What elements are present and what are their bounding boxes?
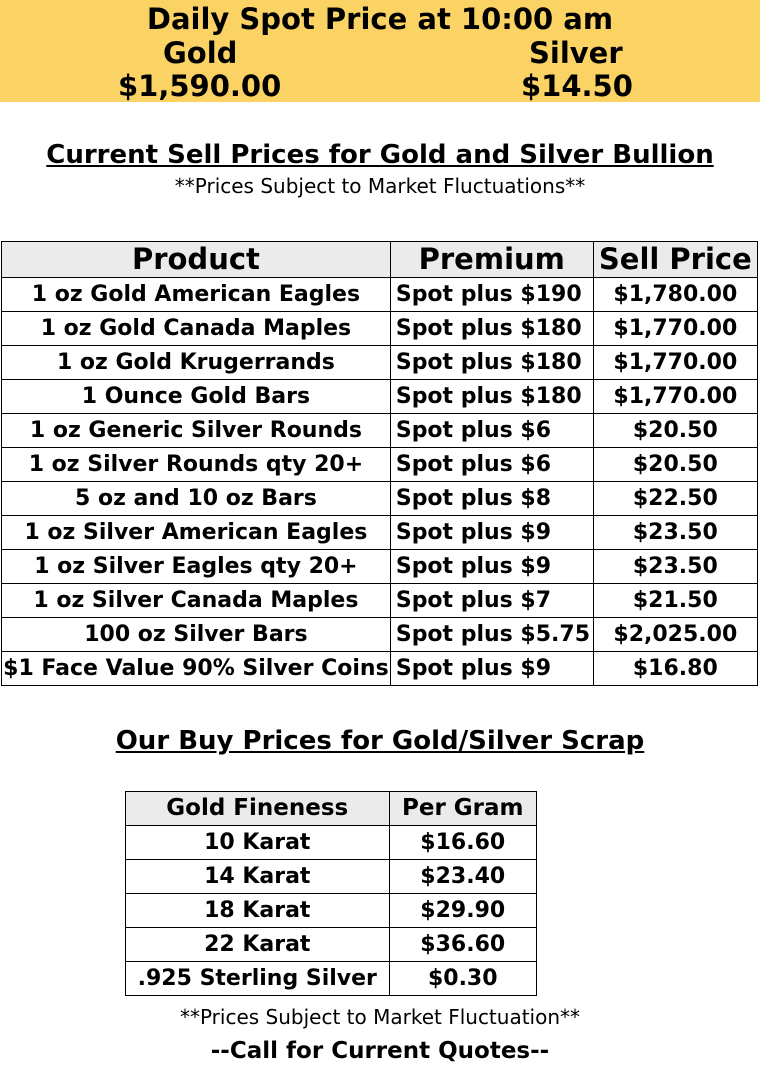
premium-cell: Spot plus $9	[390, 550, 593, 584]
table-row	[2, 584, 758, 618]
product-cell: 1 oz Gold Canada Maples	[2, 312, 391, 346]
fineness-cell: 22 Karat	[126, 928, 390, 962]
premium-cell: Spot plus $5.75	[390, 618, 593, 652]
call-for-quotes: --Call for Current Quotes--	[210, 1038, 550, 1064]
buy-prices-heading: Our Buy Prices for Gold/Silver Scrap	[115, 726, 645, 756]
product-cell: 1 Ounce Gold Bars	[2, 380, 391, 414]
table-row	[2, 550, 758, 584]
product-cell: 1 oz Generic Silver Rounds	[2, 414, 391, 448]
sell-price-cell: $1,770.00	[593, 312, 757, 346]
product-cell: 1 oz Silver Eagles qty 20+	[2, 550, 391, 584]
buy-prices-table	[125, 791, 537, 996]
product-cell: $1 Face Value 90% Silver Coins	[2, 652, 391, 686]
table-row	[2, 380, 758, 414]
premium-cell: Spot plus $9	[390, 652, 593, 686]
table-row	[2, 414, 758, 448]
column-header-premium: Premium	[390, 242, 593, 278]
sell-price-cell: $1,770.00	[593, 346, 757, 380]
table-row	[126, 894, 537, 928]
sell-price-cell: $1,780.00	[593, 278, 757, 312]
buy-prices-note: **Prices Subject to Market Fluctuation**	[179, 1005, 581, 1029]
product-cell: 1 oz Gold American Eagles	[2, 278, 391, 312]
table-header-row	[2, 242, 758, 278]
silver-label: Silver	[529, 36, 623, 70]
per-gram-cell: $29.90	[389, 894, 536, 928]
premium-cell: Spot plus $9	[390, 516, 593, 550]
sell-price-cell: $2,025.00	[593, 618, 757, 652]
fineness-cell: 10 Karat	[126, 826, 390, 860]
per-gram-cell: $0.30	[389, 962, 536, 996]
sell-price-cell: $21.50	[593, 584, 757, 618]
premium-cell: Spot plus $180	[390, 346, 593, 380]
premium-cell: Spot plus $190	[390, 278, 593, 312]
table-row	[2, 516, 758, 550]
product-cell: 1 oz Gold Krugerrands	[2, 346, 391, 380]
spot-price-title: Daily Spot Price at 10:00 am	[146, 2, 614, 36]
table-row	[2, 312, 758, 346]
product-cell: 5 oz and 10 oz Bars	[2, 482, 391, 516]
sell-prices-table	[1, 241, 758, 686]
column-header-gold-fineness: Gold Fineness	[126, 792, 390, 826]
table-row	[2, 278, 758, 312]
column-header-product: Product	[2, 242, 391, 278]
silver-spot-price: $14.50	[521, 69, 633, 103]
gold-spot-price: $1,590.00	[118, 69, 282, 103]
sell-price-cell: $22.50	[593, 482, 757, 516]
fineness-cell: 18 Karat	[126, 894, 390, 928]
table-row	[126, 928, 537, 962]
table-row	[2, 448, 758, 482]
sell-price-cell: $1,770.00	[593, 380, 757, 414]
table-row	[2, 482, 758, 516]
premium-cell: Spot plus $180	[390, 380, 593, 414]
premium-cell: Spot plus $6	[390, 448, 593, 482]
table-row	[126, 826, 537, 860]
product-cell: 100 oz Silver Bars	[2, 618, 391, 652]
product-cell: 1 oz Silver Canada Maples	[2, 584, 391, 618]
column-header-per-gram: Per Gram	[389, 792, 536, 826]
table-row	[126, 962, 537, 996]
table-row	[2, 618, 758, 652]
sell-prices-heading: Current Sell Prices for Gold and Silver Bullion	[46, 140, 714, 170]
sell-price-cell: $23.50	[593, 550, 757, 584]
per-gram-cell: $16.60	[389, 826, 536, 860]
table-header-row	[126, 792, 537, 826]
sell-price-cell: $23.50	[593, 516, 757, 550]
sell-price-cell: $20.50	[593, 448, 757, 482]
premium-cell: Spot plus $180	[390, 312, 593, 346]
table-row	[2, 652, 758, 686]
spot-price-banner	[0, 0, 760, 102]
column-header-sell-price: Sell Price	[593, 242, 757, 278]
product-cell: 1 oz Silver American Eagles	[2, 516, 391, 550]
sell-price-cell: $20.50	[593, 414, 757, 448]
fineness-cell: .925 Sterling Silver	[126, 962, 390, 996]
premium-cell: Spot plus $8	[390, 482, 593, 516]
premium-cell: Spot plus $6	[390, 414, 593, 448]
premium-cell: Spot plus $7	[390, 584, 593, 618]
per-gram-cell: $36.60	[389, 928, 536, 962]
table-row	[126, 860, 537, 894]
sell-price-cell: $16.80	[593, 652, 757, 686]
product-cell: 1 oz Silver Rounds qty 20+	[2, 448, 391, 482]
fineness-cell: 14 Karat	[126, 860, 390, 894]
sell-prices-note: **Prices Subject to Market Fluctuations**	[174, 174, 586, 198]
gold-label: Gold	[163, 36, 238, 70]
table-row	[2, 346, 758, 380]
per-gram-cell: $23.40	[389, 860, 536, 894]
